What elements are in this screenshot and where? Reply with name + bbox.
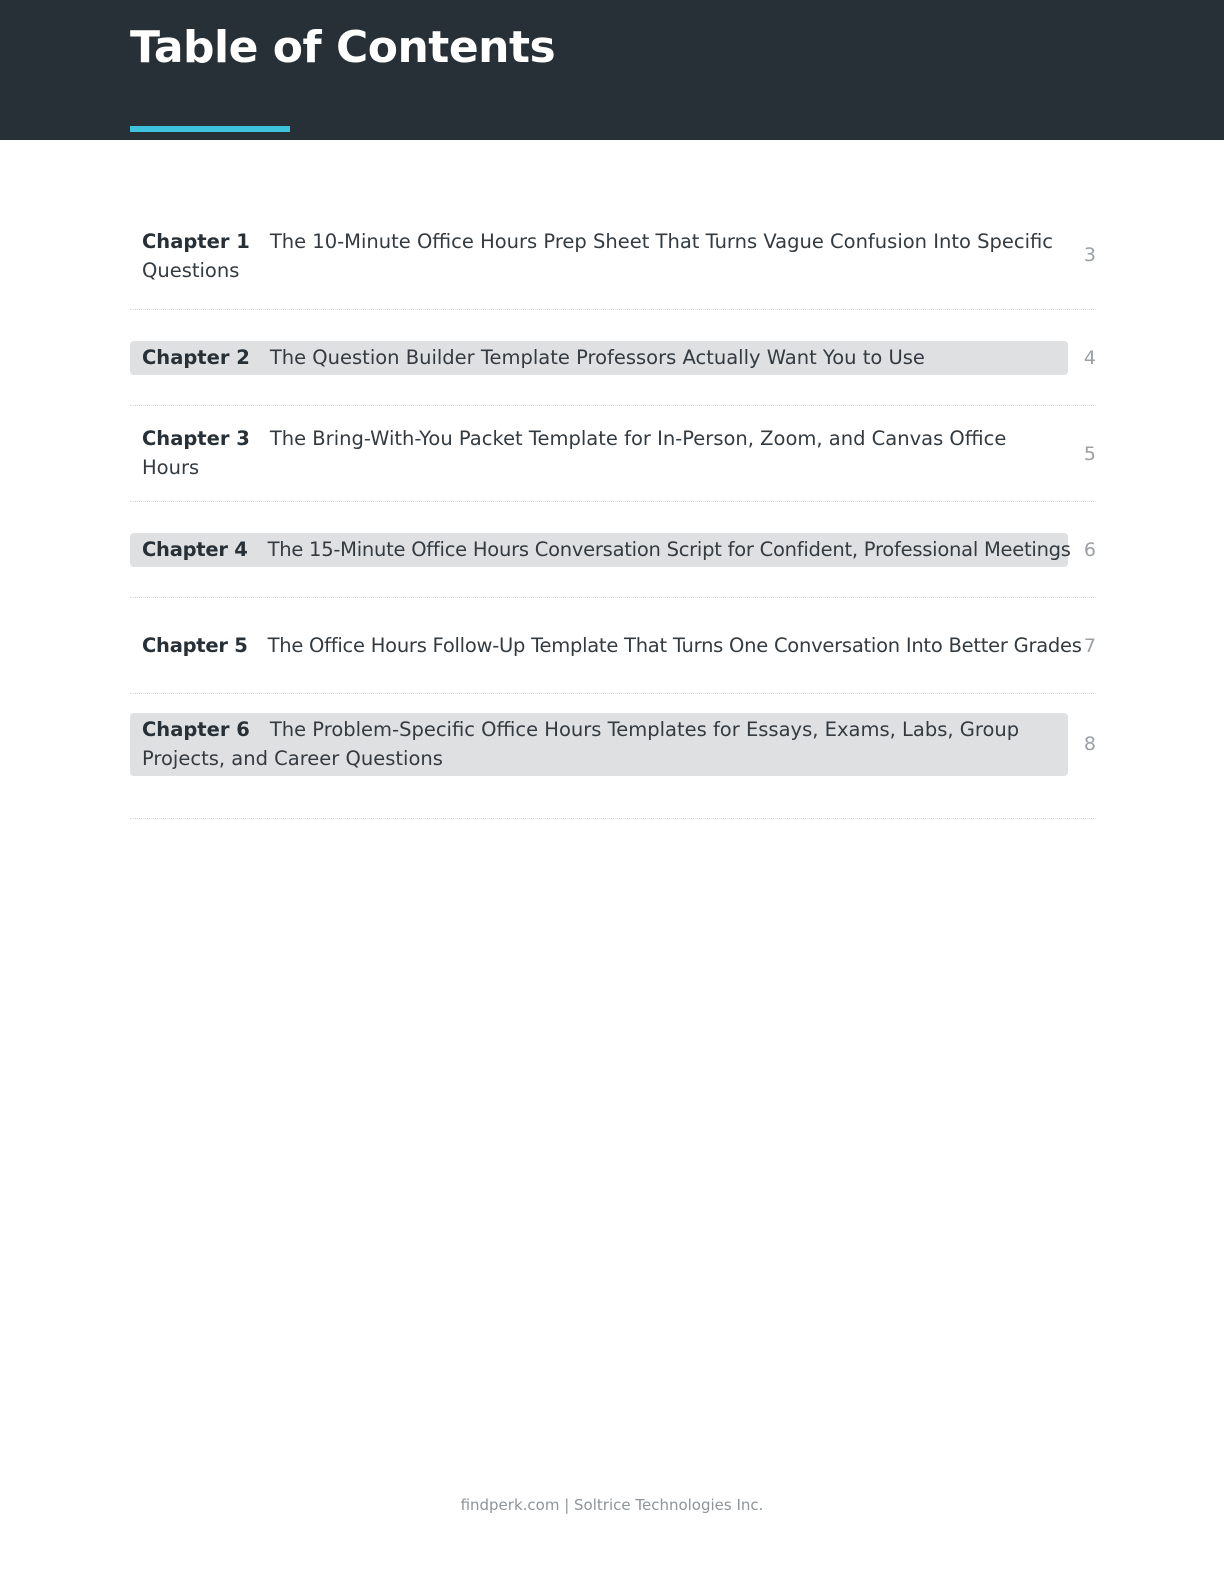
toc-entry-chapter-5[interactable] [130,598,1096,694]
page-number: 8 [1083,733,1096,755]
chapter-title: The Problem-Specific Office Hours Templates for Essays, Exams, Labs, Group Projects, and Career Questions [142,718,1020,770]
chapter-number: Chapter 6 [142,718,250,741]
toc-entry-chapter-4[interactable] [130,502,1096,598]
toc-entry-text [130,713,1068,776]
page-footer: findperk.com | Soltrice Technologies Inc. [460,1496,764,1514]
chapter-title: The Question Builder Template Professors Actually Want You to Use [269,345,925,369]
chapter-title: The Office Hours Follow-Up Template That Turns One Conversation Into Better Grades [267,633,1082,657]
page-header [0,0,1224,140]
chapter-number: Chapter 1 [142,230,250,253]
toc-entry-text [130,225,1068,288]
page-number: 4 [1083,346,1096,369]
page-title: Table of Contents [130,22,556,73]
toc-entry-chapter-3[interactable] [130,406,1096,502]
title-accent-bar [130,126,290,132]
toc-entry-text [130,629,1082,663]
chapter-title: The 10-Minute Office Hours Prep Sheet That Turns Vague Confusion Into Specific Questions [142,230,1054,282]
page-number: 6 [1083,538,1096,561]
page-number: 3 [1083,244,1096,266]
chapter-number: Chapter 5 [142,633,248,657]
toc-entry-chapter-2[interactable] [130,310,1096,406]
page-number: 5 [1083,442,1096,465]
table-of-contents [130,215,1096,819]
chapter-title: The 15-Minute Office Hours Conversation Script for Confident, Professional Meetings [267,537,1071,561]
toc-entry-text [130,533,1071,567]
page-number: 7 [1083,634,1096,657]
chapter-number: Chapter 3 [142,427,250,450]
chapter-title: The Bring-With-You Packet Template for In-Person, Zoom, and Canvas Office Hours [142,427,1007,479]
toc-entry-chapter-1[interactable] [130,215,1096,310]
toc-entry-text [130,341,1068,375]
toc-entry-chapter-6[interactable] [130,694,1096,819]
chapter-number: Chapter 4 [142,537,248,561]
toc-entry-text [130,422,1068,485]
chapter-number: Chapter 2 [142,345,250,369]
